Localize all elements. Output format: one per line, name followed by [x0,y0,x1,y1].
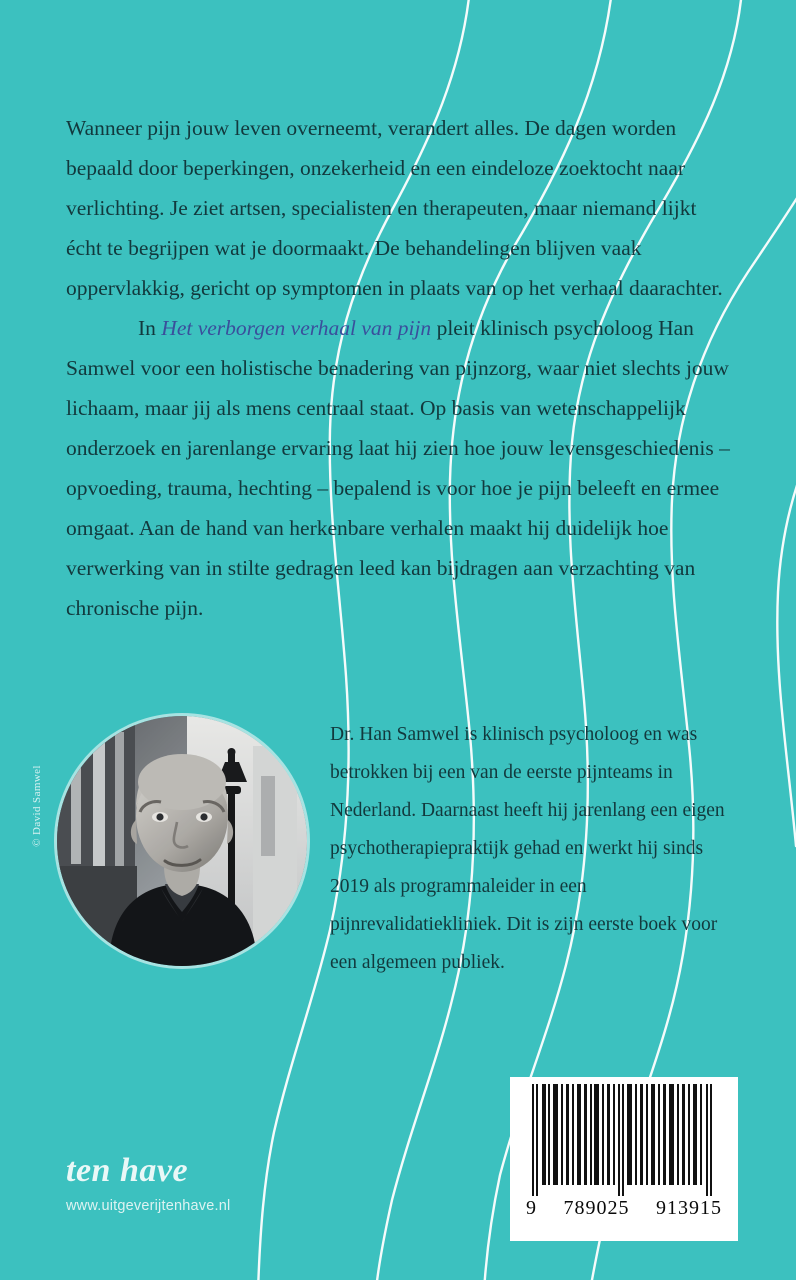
barcode-digit-first: 9 [526,1197,537,1219]
author-portrait-photo [57,716,307,966]
book-title: Het verborgen verhaal van pijn [161,316,432,340]
isbn-barcode-panel [510,1077,738,1241]
author-bio: Dr. Han Samwel is klinisch psycholoog en was betrokken bij een van de eerste pijnteams in Nederland. Daarnaast heeft hij jarenlang een eigen psychotherapiepraktijk gehad en werkt hij sinds 2019 als programmaleider in een pijnrevalidatiekliniek. Dit is zijn eerste boek voor een algemeen publiek. [330,724,725,973]
back-cover-blurb [66,108,734,628]
publisher-logo-block [66,1152,230,1214]
blurb-paragraph-2-lead: In [138,316,162,340]
barcode-group-right: 913915 [656,1197,722,1219]
barcode-number [526,1197,722,1220]
publisher-name: ten have [66,1152,189,1189]
blurb-paragraph-2-rest: pleit klinisch psycholoog Han Samwel voor een holistische benadering van pijnzorg, waar niet slechts jouw lichaam, maar jij als mens centraal staat. Op basis van wetenschappelijk onderzoek en jarenlange ervaring laat hij zien hoe jouw levensgeschiedenis – opvoeding, trauma, hechting – bepalend is voor hoe je pijn beleeft en ermee omgaat. Aan de hand van herkenbare verhalen maakt hij duidelijk hoe verwerking van in stilte gedragen leed kan bijdragen aan verzachting van chronische pijn. [66,316,730,620]
blurb-paragraph-1: Wanneer pijn jouw leven overneemt, verandert alles. De dagen worden bepaald door beperkingen, onzekerheid en een eindeloze zoektocht naar verlichting. Je ziet artsen, specialisten en therapeuten, maar niemand lijkt écht te begrijpen wat je doormaakt. De behandelingen blijven vaak oppervlakkig, gericht op symptomen in plaats van op het verhaal daarachter. [66,116,723,300]
barcode-group-left: 789025 [563,1197,630,1219]
publisher-website-url: www.uitgeverijtenhave.nl [66,1198,231,1214]
blurb-paragraph-2 [66,308,734,628]
barcode-bars [526,1084,722,1196]
portrait-illustration [57,716,307,966]
photo-credit: © David Samwel [31,765,43,847]
